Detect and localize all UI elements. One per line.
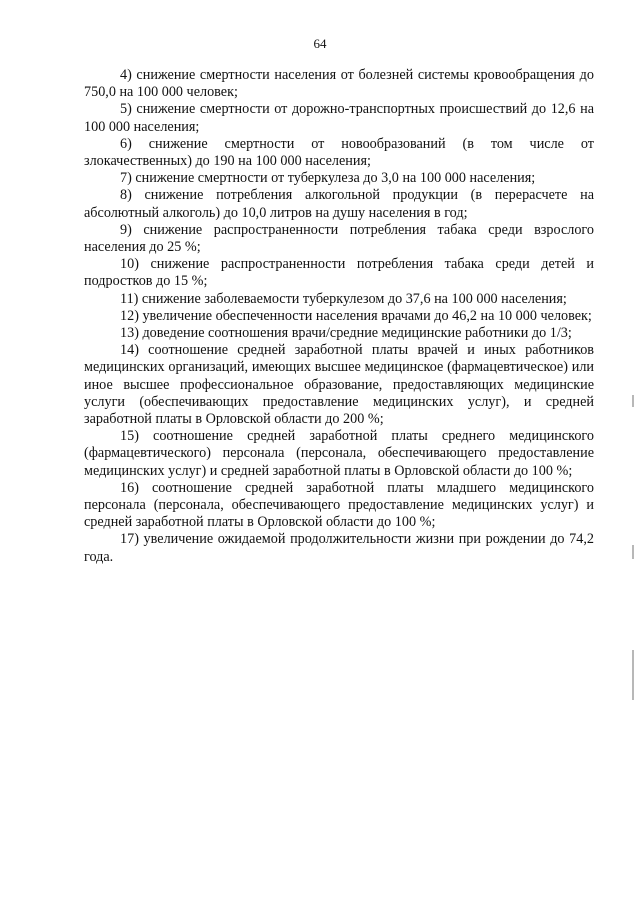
scan-artifact-mark (632, 545, 634, 559)
list-item-9: 9) снижение распространенности потребления табака среди взрослого населения до 25 %; (84, 221, 594, 256)
list-item-14: 14) соотношение средней заработной платы врачей и иных работников медицинских организаций, имеющих высшее медицинское (фармацевтическое) или иное высшее профессиональное образование, предоставляющих медицинские услуги (обеспечивающих предоставление медицинских услуг), и средней заработной платы в Орловской области до 200 %; (84, 342, 594, 428)
list-item-11: 11) снижение заболеваемости туберкулезом до 37,6 на 100 000 населения; (120, 290, 567, 307)
list-item-16: 16) соотношение средней заработной платы младшего медицинского персонала (персонала, обеспечивающего предоставление медицинских услуг) и средней заработной платы в Орловской области до 100 %; (84, 479, 594, 531)
list-item-10: 10) снижение распространенности потребления табака среди детей и подростков до 15 %; (84, 256, 594, 290)
list-item-12: 12) увеличение обеспеченности населения врачами до 46,2 на 10 000 человек; (120, 307, 592, 324)
document-body (84, 67, 594, 566)
scan-artifact-mark (632, 395, 634, 407)
scan-artifact-mark (632, 650, 634, 700)
list-item-13: 13) доведение соотношения врачи/средние медицинские работники до 1/3; (120, 325, 572, 342)
list-item-4: 4) снижение смертности населения от болезней системы кровообращения до 750,0 на 100 000 человек; (84, 67, 594, 101)
list-item-15: 15) соотношение средней заработной платы среднего медицинского (фармацевтического) персонала (персонала, обеспечивающего предоставление медицинских услуг) и средней заработной платы в Орловской области до 100 %; (84, 428, 594, 479)
list-item-6: 6) снижение смертности от новообразований (в том числе от злокачественных) до 190 на 100 000 населения; (84, 135, 594, 170)
page-number: 64 (313, 36, 327, 51)
list-item-8: 8) снижение потребления алкогольной продукции (в перерасчете на абсолютный алкоголь) до 10,0 литров на душу населения в год; (84, 187, 594, 221)
list-item-5: 5) снижение смертности от дорожно-транспортных происшествий до 12,6 на 100 000 населения; (84, 101, 594, 135)
list-item-17: 17) увеличение ожидаемой продолжительности жизни при рождении до 74,2 года. (84, 531, 594, 565)
list-item-7: 7) снижение смертности от туберкулеза до 3,0 на 100 000 населения; (120, 170, 536, 187)
